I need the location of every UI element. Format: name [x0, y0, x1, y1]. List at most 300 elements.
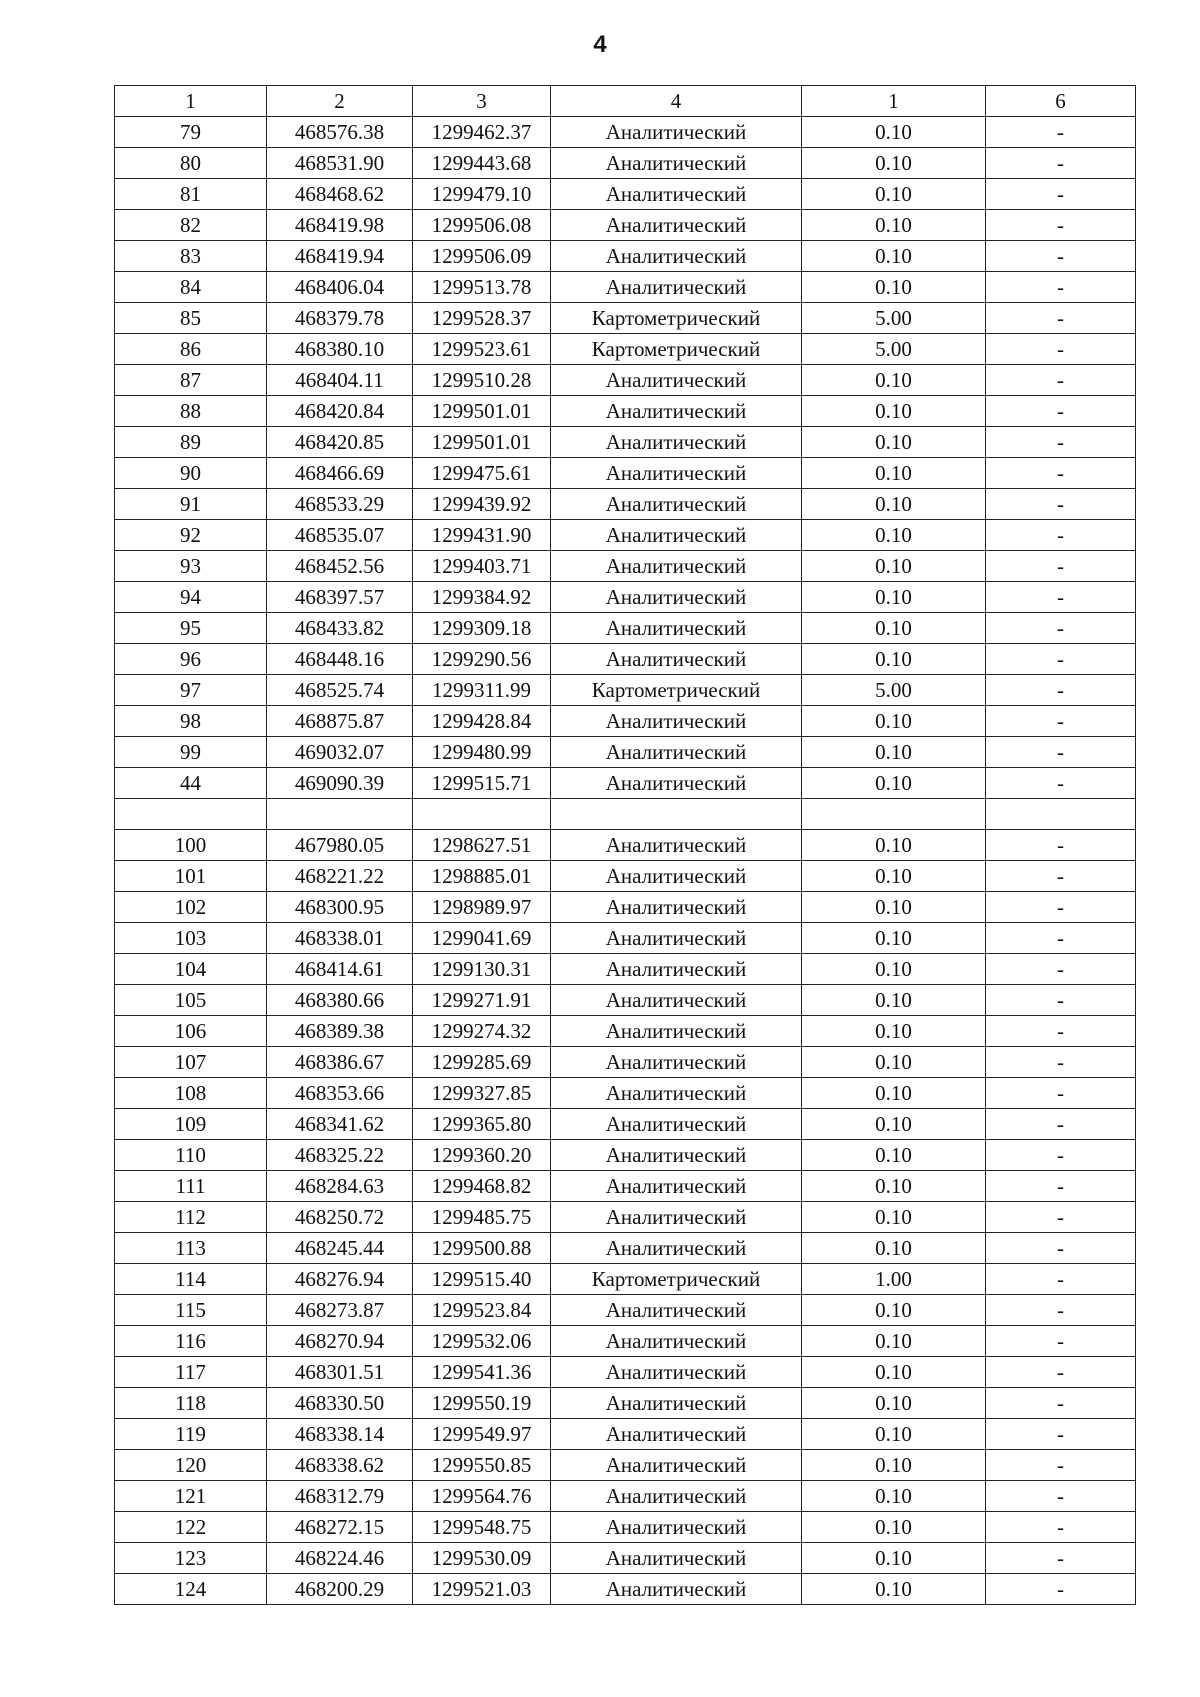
- table-cell: -: [986, 551, 1136, 582]
- table-row: [115, 148, 1136, 179]
- table-row: [115, 489, 1136, 520]
- table-cell: 1299550.19: [413, 1388, 551, 1419]
- table-cell: 1299041.69: [413, 923, 551, 954]
- table-row: [115, 644, 1136, 675]
- table-row: [115, 923, 1136, 954]
- table-row: [115, 427, 1136, 458]
- table-cell: 109: [115, 1109, 267, 1140]
- table-cell: 468338.14: [267, 1419, 413, 1450]
- table-cell: 90: [115, 458, 267, 489]
- table-cell: 468330.50: [267, 1388, 413, 1419]
- table-cell: 0.10: [802, 1512, 986, 1543]
- table-cell: 468875.87: [267, 706, 413, 737]
- table-cell: 1299462.37: [413, 117, 551, 148]
- table-cell: 105: [115, 985, 267, 1016]
- table-row: [115, 1388, 1136, 1419]
- table-body: [115, 86, 1136, 1605]
- table-cell: 0.10: [802, 613, 986, 644]
- table-row: [115, 1078, 1136, 1109]
- table-row: [115, 1295, 1136, 1326]
- table-cell: 0.10: [802, 489, 986, 520]
- table-cell: 0.10: [802, 1543, 986, 1574]
- table-cell: 468312.79: [267, 1481, 413, 1512]
- table-cell: 468224.46: [267, 1543, 413, 1574]
- table-cell: 1299475.61: [413, 458, 551, 489]
- table-cell: 468420.85: [267, 427, 413, 458]
- table-cell: 1299479.10: [413, 179, 551, 210]
- table-row: [115, 117, 1136, 148]
- table-cell: 1299564.76: [413, 1481, 551, 1512]
- table-cell: 79: [115, 117, 267, 148]
- table-cell: 93: [115, 551, 267, 582]
- table-cell: -: [986, 396, 1136, 427]
- table-cell: 85: [115, 303, 267, 334]
- table-cell: -: [986, 1450, 1136, 1481]
- table-cell: Аналитический: [551, 551, 802, 582]
- table-cell: 0.10: [802, 737, 986, 768]
- table-cell: -: [986, 303, 1136, 334]
- table-cell: -: [986, 892, 1136, 923]
- table-cell: 1299501.01: [413, 396, 551, 427]
- table-cell: 468576.38: [267, 117, 413, 148]
- table-cell: 0.10: [802, 427, 986, 458]
- table-cell: [413, 799, 551, 830]
- table-cell: 0.10: [802, 1326, 986, 1357]
- table-cell: 468419.98: [267, 210, 413, 241]
- table-cell: 111: [115, 1171, 267, 1202]
- table-cell: -: [986, 365, 1136, 396]
- table-cell: 468272.15: [267, 1512, 413, 1543]
- table-cell: 468531.90: [267, 148, 413, 179]
- table-cell: 1299309.18: [413, 613, 551, 644]
- table-cell: Аналитический: [551, 1388, 802, 1419]
- table-cell: 0.10: [802, 1047, 986, 1078]
- table-cell: Аналитический: [551, 1202, 802, 1233]
- table-cell: 0.10: [802, 179, 986, 210]
- table-cell: 94: [115, 582, 267, 613]
- table-cell: Аналитический: [551, 1295, 802, 1326]
- table-cell: 1299443.68: [413, 148, 551, 179]
- table-cell: Аналитический: [551, 1078, 802, 1109]
- table-cell: 1299311.99: [413, 675, 551, 706]
- empty-separator-row: [115, 799, 1136, 830]
- table-cell: 0.10: [802, 117, 986, 148]
- table-cell: 1299530.09: [413, 1543, 551, 1574]
- table-row: [115, 1109, 1136, 1140]
- table-row: [115, 1419, 1136, 1450]
- table-row: [115, 1481, 1136, 1512]
- table-row: [115, 1512, 1136, 1543]
- table-cell: Аналитический: [551, 427, 802, 458]
- table-cell: 0.10: [802, 923, 986, 954]
- table-cell: 102: [115, 892, 267, 923]
- table-header-row: [115, 86, 1136, 117]
- table-cell: 88: [115, 396, 267, 427]
- table-row: [115, 892, 1136, 923]
- table-row: [115, 613, 1136, 644]
- table-cell: 468406.04: [267, 272, 413, 303]
- table-cell: Картометрический: [551, 675, 802, 706]
- table-cell: 97: [115, 675, 267, 706]
- table-cell: -: [986, 1295, 1136, 1326]
- table-cell: Аналитический: [551, 1047, 802, 1078]
- table-cell: 89: [115, 427, 267, 458]
- table-cell: 0.10: [802, 1388, 986, 1419]
- table-cell: 98: [115, 706, 267, 737]
- table-cell: 468300.95: [267, 892, 413, 923]
- table-cell: Аналитический: [551, 1171, 802, 1202]
- table-cell: 468325.22: [267, 1140, 413, 1171]
- table-cell: 1299384.92: [413, 582, 551, 613]
- table-cell: 1299528.37: [413, 303, 551, 334]
- header-cell: 2: [267, 86, 413, 117]
- table-cell: 1299485.75: [413, 1202, 551, 1233]
- header-cell: 1: [802, 86, 986, 117]
- header-cell: 1: [115, 86, 267, 117]
- table-cell: 468533.29: [267, 489, 413, 520]
- table-cell: [267, 799, 413, 830]
- page-number: 4: [593, 31, 607, 58]
- table-cell: 82: [115, 210, 267, 241]
- table-cell: -: [986, 1326, 1136, 1357]
- table-row: [115, 1450, 1136, 1481]
- table-cell: 101: [115, 861, 267, 892]
- table-cell: 91: [115, 489, 267, 520]
- table-cell: 92: [115, 520, 267, 551]
- table-cell: 0.10: [802, 582, 986, 613]
- table-cell: -: [986, 1574, 1136, 1605]
- table-cell: 1299550.85: [413, 1450, 551, 1481]
- table-row: [115, 1016, 1136, 1047]
- table-row: [115, 954, 1136, 985]
- table-cell: Аналитический: [551, 365, 802, 396]
- table-cell: Аналитический: [551, 644, 802, 675]
- table-cell: 0.10: [802, 1295, 986, 1326]
- table-cell: -: [986, 1202, 1136, 1233]
- table-cell: 5.00: [802, 675, 986, 706]
- table-cell: 1299274.32: [413, 1016, 551, 1047]
- table-cell: -: [986, 1543, 1136, 1574]
- table-cell: 468284.63: [267, 1171, 413, 1202]
- coordinates-table: [114, 85, 1136, 1605]
- table-row: [115, 396, 1136, 427]
- table-row: [115, 303, 1136, 334]
- table-cell: 1299501.01: [413, 427, 551, 458]
- table-cell: 468338.62: [267, 1450, 413, 1481]
- table-cell: 468301.51: [267, 1357, 413, 1388]
- table-cell: 81: [115, 179, 267, 210]
- table-cell: 1299360.20: [413, 1140, 551, 1171]
- table-cell: 1299515.40: [413, 1264, 551, 1295]
- table-cell: -: [986, 117, 1136, 148]
- table-cell: 468468.62: [267, 179, 413, 210]
- header-cell: 6: [986, 86, 1136, 117]
- header-cell: 4: [551, 86, 802, 117]
- table-cell: 124: [115, 1574, 267, 1605]
- table-cell: -: [986, 241, 1136, 272]
- table-row: [115, 1357, 1136, 1388]
- table-cell: Аналитический: [551, 210, 802, 241]
- table-cell: Аналитический: [551, 892, 802, 923]
- table-cell: 5.00: [802, 334, 986, 365]
- table-row: [115, 1140, 1136, 1171]
- table-cell: 122: [115, 1512, 267, 1543]
- table-cell: 468433.82: [267, 613, 413, 644]
- table-cell: 87: [115, 365, 267, 396]
- table-cell: 468380.10: [267, 334, 413, 365]
- table-cell: Аналитический: [551, 1481, 802, 1512]
- table-cell: -: [986, 458, 1136, 489]
- table-cell: Аналитический: [551, 458, 802, 489]
- table-cell: -: [986, 427, 1136, 458]
- table-cell: Аналитический: [551, 1450, 802, 1481]
- header-cell: 3: [413, 86, 551, 117]
- table-cell: 1299548.75: [413, 1512, 551, 1543]
- table-cell: -: [986, 148, 1136, 179]
- table-cell: Аналитический: [551, 830, 802, 861]
- table-cell: 0.10: [802, 396, 986, 427]
- table-cell: 115: [115, 1295, 267, 1326]
- table-cell: 0.10: [802, 954, 986, 985]
- table-cell: 468414.61: [267, 954, 413, 985]
- table-row: [115, 1047, 1136, 1078]
- table-row: [115, 1202, 1136, 1233]
- table-cell: 1299541.36: [413, 1357, 551, 1388]
- table-cell: 1298989.97: [413, 892, 551, 923]
- table-cell: -: [986, 985, 1136, 1016]
- table-cell: 1299506.08: [413, 210, 551, 241]
- table-row: [115, 582, 1136, 613]
- table-cell: -: [986, 1481, 1136, 1512]
- table-cell: -: [986, 954, 1136, 985]
- table-cell: 1298627.51: [413, 830, 551, 861]
- table-cell: -: [986, 861, 1136, 892]
- table-cell: 468420.84: [267, 396, 413, 427]
- table-cell: -: [986, 1512, 1136, 1543]
- table-cell: Аналитический: [551, 1109, 802, 1140]
- table-cell: 117: [115, 1357, 267, 1388]
- table-cell: [115, 799, 267, 830]
- table-cell: 119: [115, 1419, 267, 1450]
- table-cell: 468535.07: [267, 520, 413, 551]
- table-cell: 123: [115, 1543, 267, 1574]
- table-cell: 95: [115, 613, 267, 644]
- table-cell: 0.10: [802, 551, 986, 582]
- table-cell: Аналитический: [551, 117, 802, 148]
- table-cell: Картометрический: [551, 1264, 802, 1295]
- table-cell: 0.10: [802, 1419, 986, 1450]
- table-cell: 0.10: [802, 1233, 986, 1264]
- table-cell: 1299515.71: [413, 768, 551, 799]
- table-cell: 112: [115, 1202, 267, 1233]
- table-cell: 1299365.80: [413, 1109, 551, 1140]
- table-cell: -: [986, 768, 1136, 799]
- table-row: [115, 985, 1136, 1016]
- table-row: [115, 458, 1136, 489]
- table-cell: 468270.94: [267, 1326, 413, 1357]
- table-cell: Аналитический: [551, 737, 802, 768]
- table-cell: 0.10: [802, 241, 986, 272]
- table-cell: 0.10: [802, 768, 986, 799]
- table-cell: 1.00: [802, 1264, 986, 1295]
- table-cell: Аналитический: [551, 1512, 802, 1543]
- table-cell: -: [986, 272, 1136, 303]
- table-cell: 96: [115, 644, 267, 675]
- table-cell: -: [986, 1078, 1136, 1109]
- table-cell: Аналитический: [551, 489, 802, 520]
- table-row: [115, 365, 1136, 396]
- table-cell: 0.10: [802, 272, 986, 303]
- table-cell: 1299271.91: [413, 985, 551, 1016]
- table-cell: 0.10: [802, 1140, 986, 1171]
- table-cell: -: [986, 1264, 1136, 1295]
- table-cell: 0.10: [802, 985, 986, 1016]
- table-cell: -: [986, 334, 1136, 365]
- table-cell: -: [986, 1233, 1136, 1264]
- table-cell: -: [986, 737, 1136, 768]
- table-cell: Аналитический: [551, 272, 802, 303]
- table-cell: 0.10: [802, 861, 986, 892]
- table-cell: 467980.05: [267, 830, 413, 861]
- table-cell: 1299290.56: [413, 644, 551, 675]
- table-cell: Аналитический: [551, 1543, 802, 1574]
- table-cell: Аналитический: [551, 1326, 802, 1357]
- table-cell: 0.10: [802, 644, 986, 675]
- table-row: [115, 1574, 1136, 1605]
- table-cell: 104: [115, 954, 267, 985]
- table-cell: Картометрический: [551, 334, 802, 365]
- table-cell: 468276.94: [267, 1264, 413, 1295]
- table-row: [115, 210, 1136, 241]
- table-cell: 1299532.06: [413, 1326, 551, 1357]
- table-cell: 1299480.99: [413, 737, 551, 768]
- table-cell: 113: [115, 1233, 267, 1264]
- table-cell: 0.10: [802, 148, 986, 179]
- table-row: [115, 1171, 1136, 1202]
- table-row: [115, 334, 1136, 365]
- table-cell: 468419.94: [267, 241, 413, 272]
- table-cell: Аналитический: [551, 179, 802, 210]
- table-cell: 1299521.03: [413, 1574, 551, 1605]
- table-cell: 107: [115, 1047, 267, 1078]
- table-cell: 1299468.82: [413, 1171, 551, 1202]
- table-cell: -: [986, 210, 1136, 241]
- table-cell: -: [986, 1016, 1136, 1047]
- table-cell: [802, 799, 986, 830]
- table-cell: Аналитический: [551, 861, 802, 892]
- table-cell: -: [986, 1047, 1136, 1078]
- table-cell: 469032.07: [267, 737, 413, 768]
- table-cell: 1299510.28: [413, 365, 551, 396]
- table-cell: Аналитический: [551, 1574, 802, 1605]
- table-cell: 108: [115, 1078, 267, 1109]
- table-cell: 468380.66: [267, 985, 413, 1016]
- table-cell: 1299523.84: [413, 1295, 551, 1326]
- table-cell: 1299327.85: [413, 1078, 551, 1109]
- table-cell: -: [986, 489, 1136, 520]
- table-cell: 1299506.09: [413, 241, 551, 272]
- table-cell: 1298885.01: [413, 861, 551, 892]
- table-cell: 114: [115, 1264, 267, 1295]
- table-cell: 44: [115, 768, 267, 799]
- table-cell: 0.10: [802, 892, 986, 923]
- table-cell: 1299130.31: [413, 954, 551, 985]
- table-cell: 468525.74: [267, 675, 413, 706]
- table-cell: 84: [115, 272, 267, 303]
- table-cell: 1299523.61: [413, 334, 551, 365]
- table-row: [115, 768, 1136, 799]
- table-cell: 80: [115, 148, 267, 179]
- table-cell: 468386.67: [267, 1047, 413, 1078]
- table-cell: 100: [115, 830, 267, 861]
- table-cell: 468200.29: [267, 1574, 413, 1605]
- table-row: [115, 737, 1136, 768]
- table-cell: 120: [115, 1450, 267, 1481]
- table-cell: Аналитический: [551, 985, 802, 1016]
- table-cell: 0.10: [802, 1171, 986, 1202]
- table-cell: 468397.57: [267, 582, 413, 613]
- table-cell: 1299403.71: [413, 551, 551, 582]
- table-cell: -: [986, 613, 1136, 644]
- table-cell: 468353.66: [267, 1078, 413, 1109]
- table-row: [115, 861, 1136, 892]
- table-cell: Аналитический: [551, 1140, 802, 1171]
- table-cell: 468245.44: [267, 1233, 413, 1264]
- table-cell: 0.10: [802, 830, 986, 861]
- table-cell: 468452.56: [267, 551, 413, 582]
- table-row: [115, 706, 1136, 737]
- table-row: [115, 1233, 1136, 1264]
- table-cell: Аналитический: [551, 396, 802, 427]
- table-cell: 1299513.78: [413, 272, 551, 303]
- table-row: [115, 272, 1136, 303]
- table-cell: -: [986, 830, 1136, 861]
- table-cell: 468250.72: [267, 1202, 413, 1233]
- table-cell: 116: [115, 1326, 267, 1357]
- table-cell: 1299439.92: [413, 489, 551, 520]
- table-cell: 468338.01: [267, 923, 413, 954]
- table-row: [115, 675, 1136, 706]
- table-cell: 468466.69: [267, 458, 413, 489]
- table-cell: -: [986, 644, 1136, 675]
- table-cell: 110: [115, 1140, 267, 1171]
- table-cell: 0.10: [802, 706, 986, 737]
- table-cell: [551, 799, 802, 830]
- table-cell: Аналитический: [551, 768, 802, 799]
- table-cell: Аналитический: [551, 613, 802, 644]
- table-cell: -: [986, 582, 1136, 613]
- table-cell: 469090.39: [267, 768, 413, 799]
- table-cell: Аналитический: [551, 582, 802, 613]
- table-cell: 1299428.84: [413, 706, 551, 737]
- table-cell: 0.10: [802, 1202, 986, 1233]
- table-cell: -: [986, 923, 1136, 954]
- table-cell: 1299285.69: [413, 1047, 551, 1078]
- table-row: [115, 1326, 1136, 1357]
- table-cell: 0.10: [802, 458, 986, 489]
- table-cell: 0.10: [802, 1450, 986, 1481]
- table-cell: 468221.22: [267, 861, 413, 892]
- table-cell: -: [986, 520, 1136, 551]
- table-cell: 0.10: [802, 1109, 986, 1140]
- table-cell: -: [986, 1357, 1136, 1388]
- table-cell: 468404.11: [267, 365, 413, 396]
- table-cell: Аналитический: [551, 1016, 802, 1047]
- table-cell: 86: [115, 334, 267, 365]
- table-cell: -: [986, 1109, 1136, 1140]
- table-cell: Аналитический: [551, 923, 802, 954]
- table-cell: 468273.87: [267, 1295, 413, 1326]
